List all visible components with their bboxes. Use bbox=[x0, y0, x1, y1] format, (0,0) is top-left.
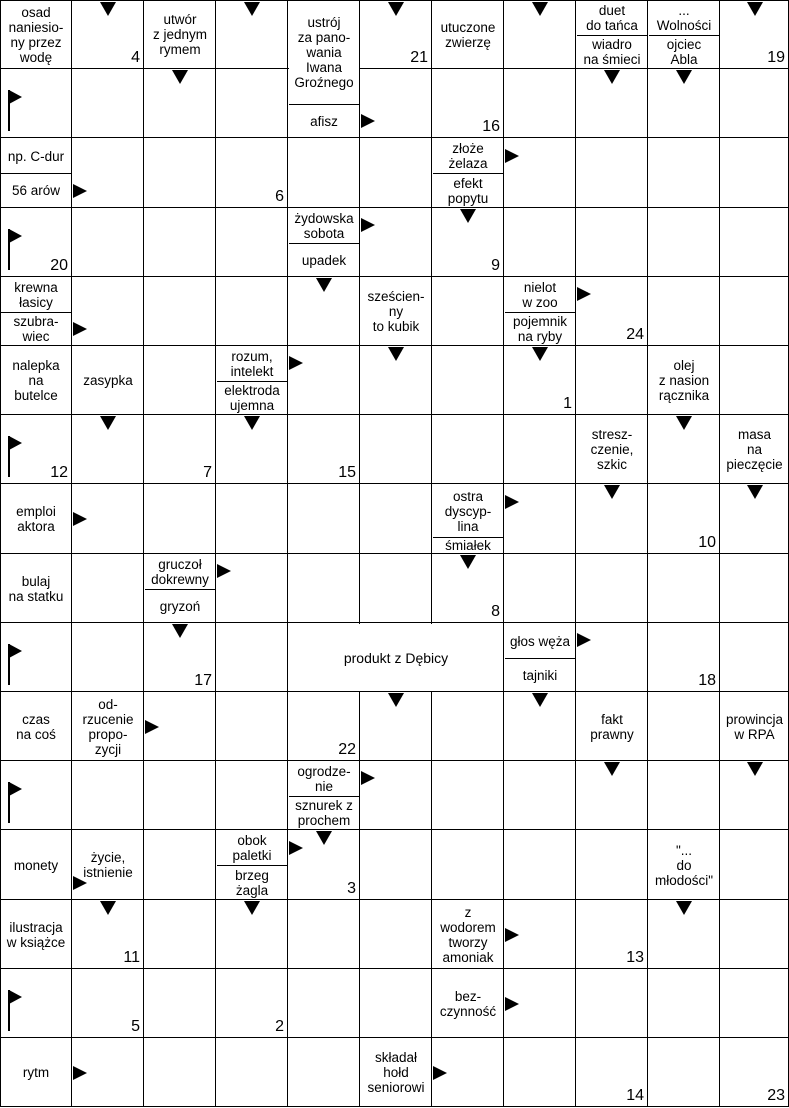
clue-cell: sznurek z prochem bbox=[289, 796, 359, 829]
arrow-down-icon bbox=[388, 2, 404, 16]
flag-arrow-icon bbox=[9, 782, 22, 796]
clue-cell: życie, istnienie bbox=[73, 831, 143, 899]
arrow-down-icon bbox=[244, 416, 260, 430]
clue-cell: brzeg żagla bbox=[217, 865, 287, 899]
clue-cell: rozum, intelekt bbox=[217, 347, 287, 381]
arrow-down-icon bbox=[604, 485, 620, 499]
clue-cell: wiadro na śmieci bbox=[577, 35, 647, 68]
arrow-down-icon bbox=[747, 485, 763, 499]
flag-arrow-icon bbox=[9, 90, 22, 104]
answer-number: 20 bbox=[50, 257, 68, 274]
arrow-right-icon bbox=[505, 928, 519, 942]
clue-cell: stresz- czenie, szkic bbox=[577, 416, 647, 483]
clue-cell: ustrój za pano- wania Iwana Groźnego bbox=[289, 1, 359, 103]
arrow-right-icon bbox=[433, 1066, 447, 1080]
clue-cell: obok paletki bbox=[217, 831, 287, 865]
flag-arrow-icon bbox=[9, 436, 22, 450]
grid-cell[interactable] bbox=[144, 346, 216, 415]
arrow-down-icon bbox=[676, 70, 692, 84]
answer-number: 21 bbox=[410, 49, 428, 66]
clue-cell: duet do tańca bbox=[577, 1, 647, 35]
grid-cell[interactable] bbox=[504, 208, 576, 277]
arrow-down-icon bbox=[100, 2, 116, 16]
arrow-right-icon bbox=[361, 114, 375, 128]
arrow-down-icon bbox=[604, 70, 620, 84]
arrow-right-icon bbox=[73, 512, 87, 526]
grid-cell[interactable] bbox=[144, 138, 216, 208]
arrow-right-icon bbox=[289, 841, 303, 855]
clue-cell: fakt prawny bbox=[577, 693, 647, 760]
clue-cell: utwór z jednym rymem bbox=[145, 1, 215, 68]
arrow-down-icon bbox=[532, 693, 548, 707]
answer-number: 17 bbox=[194, 672, 212, 689]
clue-cell: np. C-dur bbox=[1, 139, 71, 173]
answer-number: 22 bbox=[338, 741, 356, 758]
clue-cell: sześcien- ny to kubik bbox=[361, 278, 431, 345]
arrow-right-icon bbox=[73, 322, 87, 336]
clue-cell: tajniki bbox=[505, 658, 575, 691]
arrow-right-icon bbox=[577, 287, 591, 301]
answer-number: 7 bbox=[203, 464, 212, 481]
arrow-down-icon bbox=[100, 416, 116, 430]
grid-cell[interactable] bbox=[648, 277, 720, 346]
arrow-right-icon bbox=[361, 218, 375, 232]
clue-cell: gruczoł dokrewny bbox=[145, 555, 215, 589]
flag-arrow-icon bbox=[9, 229, 22, 243]
clue-cell-wide: produkt z Dębicy bbox=[289, 624, 503, 691]
clue-cell: ... Wolności bbox=[649, 1, 719, 35]
arrow-down-icon bbox=[747, 2, 763, 16]
arrow-down-icon bbox=[388, 693, 404, 707]
clue-cell: żydowska sobota bbox=[289, 209, 359, 243]
arrow-down-icon bbox=[532, 2, 548, 16]
grid-cell[interactable] bbox=[144, 277, 216, 346]
clue-cell: od- rzucenie propo- zycji bbox=[73, 693, 143, 760]
clue-cell: upadek bbox=[289, 243, 359, 276]
arrow-right-icon bbox=[217, 564, 231, 578]
clue-cell: nielot w zoo bbox=[505, 278, 575, 312]
answer-number: 10 bbox=[698, 534, 716, 551]
arrow-down-icon bbox=[676, 901, 692, 915]
clue-cell: zasypka bbox=[73, 347, 143, 414]
answer-number: 5 bbox=[131, 1018, 140, 1035]
arrow-right-icon bbox=[577, 633, 591, 647]
answer-number: 3 bbox=[347, 880, 356, 897]
clue-cell: masa na pieczęcie bbox=[721, 416, 788, 483]
clue-cell: "... do młodości" bbox=[649, 831, 719, 899]
clue-cell: rytm bbox=[1, 1039, 71, 1106]
clue-cell: składał hołd seniorowi bbox=[361, 1039, 431, 1106]
flag-arrow-icon bbox=[9, 990, 22, 1004]
clue-cell: pojemnik na ryby bbox=[505, 312, 575, 345]
grid-cell[interactable] bbox=[288, 138, 360, 208]
answer-number: 14 bbox=[626, 1087, 644, 1104]
clue-cell: 56 arów bbox=[1, 173, 71, 207]
clue-cell: krewna łasicy bbox=[1, 278, 71, 312]
arrow-right-icon bbox=[361, 771, 375, 785]
answer-number: 8 bbox=[491, 603, 500, 620]
answer-number: 11 bbox=[123, 949, 140, 966]
arrow-down-icon bbox=[244, 901, 260, 915]
clue-cell: ilustracja w książce bbox=[1, 901, 71, 968]
flag-arrow-icon bbox=[9, 644, 22, 658]
grid-cell[interactable] bbox=[648, 138, 720, 208]
arrow-down-icon bbox=[316, 278, 332, 292]
arrow-down-icon bbox=[388, 347, 404, 361]
answer-number: 9 bbox=[491, 257, 500, 274]
clue-cell: afisz bbox=[289, 104, 359, 137]
clue-cell: efekt popytu bbox=[433, 173, 503, 207]
answer-number: 1 bbox=[563, 395, 572, 412]
grid-cell[interactable] bbox=[504, 69, 576, 138]
grid-cell[interactable] bbox=[576, 138, 648, 208]
clue-cell: nalepka na butelce bbox=[1, 347, 71, 414]
arrow-right-icon bbox=[505, 495, 519, 509]
clue-cell: prowincja w RPA bbox=[721, 693, 788, 760]
clue-cell: ostra dyscyp- lina bbox=[433, 485, 503, 537]
clue-cell: śmiałek bbox=[433, 537, 503, 553]
arrow-down-icon bbox=[172, 70, 188, 84]
arrow-right-icon bbox=[145, 720, 159, 734]
arrow-down-icon bbox=[460, 209, 476, 223]
grid-cell[interactable] bbox=[144, 208, 216, 277]
answer-number: 24 bbox=[626, 326, 644, 343]
clue-cell: ojciec Abla bbox=[649, 35, 719, 68]
clue-cell: bez- czynność bbox=[433, 970, 503, 1037]
arrow-down-icon bbox=[676, 416, 692, 430]
clue-cell: ogrodze- nie bbox=[289, 762, 359, 796]
clue-cell: elektroda ujemna bbox=[217, 381, 287, 414]
clue-cell: utuczone zwierzę bbox=[433, 1, 503, 68]
clue-cell: szubra- wiec bbox=[1, 312, 71, 345]
clue-cell: osad naniesio- ny przez wodę bbox=[1, 1, 71, 68]
arrow-down-icon bbox=[747, 762, 763, 776]
answer-number: 18 bbox=[698, 672, 716, 689]
arrow-down-icon bbox=[604, 762, 620, 776]
answer-number: 4 bbox=[131, 49, 140, 66]
clue-cell: głos węża bbox=[505, 624, 575, 658]
answer-number: 12 bbox=[50, 464, 68, 481]
clue-cell: złoże żelaza bbox=[433, 139, 503, 173]
arrow-down-icon bbox=[460, 555, 476, 569]
answer-number: 16 bbox=[482, 118, 500, 135]
answer-number: 2 bbox=[275, 1018, 284, 1035]
arrow-down-icon bbox=[172, 624, 188, 638]
clue-cell: emploi aktora bbox=[1, 485, 71, 553]
arrow-down-icon bbox=[244, 2, 260, 16]
answer-number: 13 bbox=[626, 949, 644, 966]
arrow-right-icon bbox=[289, 356, 303, 370]
arrow-down-icon bbox=[532, 347, 548, 361]
clue-cell: monety bbox=[1, 831, 71, 899]
arrow-down-icon bbox=[316, 831, 332, 845]
arrow-right-icon bbox=[505, 997, 519, 1011]
clue-cell: czas na coś bbox=[1, 693, 71, 760]
clue-cell: olej z nasion rącznika bbox=[649, 347, 719, 414]
clue-cell: z wodorem tworzy amoniak bbox=[433, 901, 503, 968]
clue-cell: bulaj na statku bbox=[1, 555, 71, 622]
arrow-right-icon bbox=[73, 1066, 87, 1080]
arrow-right-icon bbox=[505, 149, 519, 163]
answer-number: 6 bbox=[275, 188, 284, 205]
arrow-down-icon bbox=[100, 901, 116, 915]
answer-number: 23 bbox=[767, 1087, 785, 1104]
answer-number: 19 bbox=[767, 49, 785, 66]
clue-cell: gryzoń bbox=[145, 589, 215, 622]
arrow-right-icon bbox=[73, 184, 87, 198]
arrow-right-icon bbox=[73, 876, 87, 890]
grid-cell[interactable] bbox=[648, 208, 720, 277]
grid-cell[interactable] bbox=[216, 69, 288, 138]
grid-cell[interactable] bbox=[576, 208, 648, 277]
answer-number: 15 bbox=[338, 464, 356, 481]
